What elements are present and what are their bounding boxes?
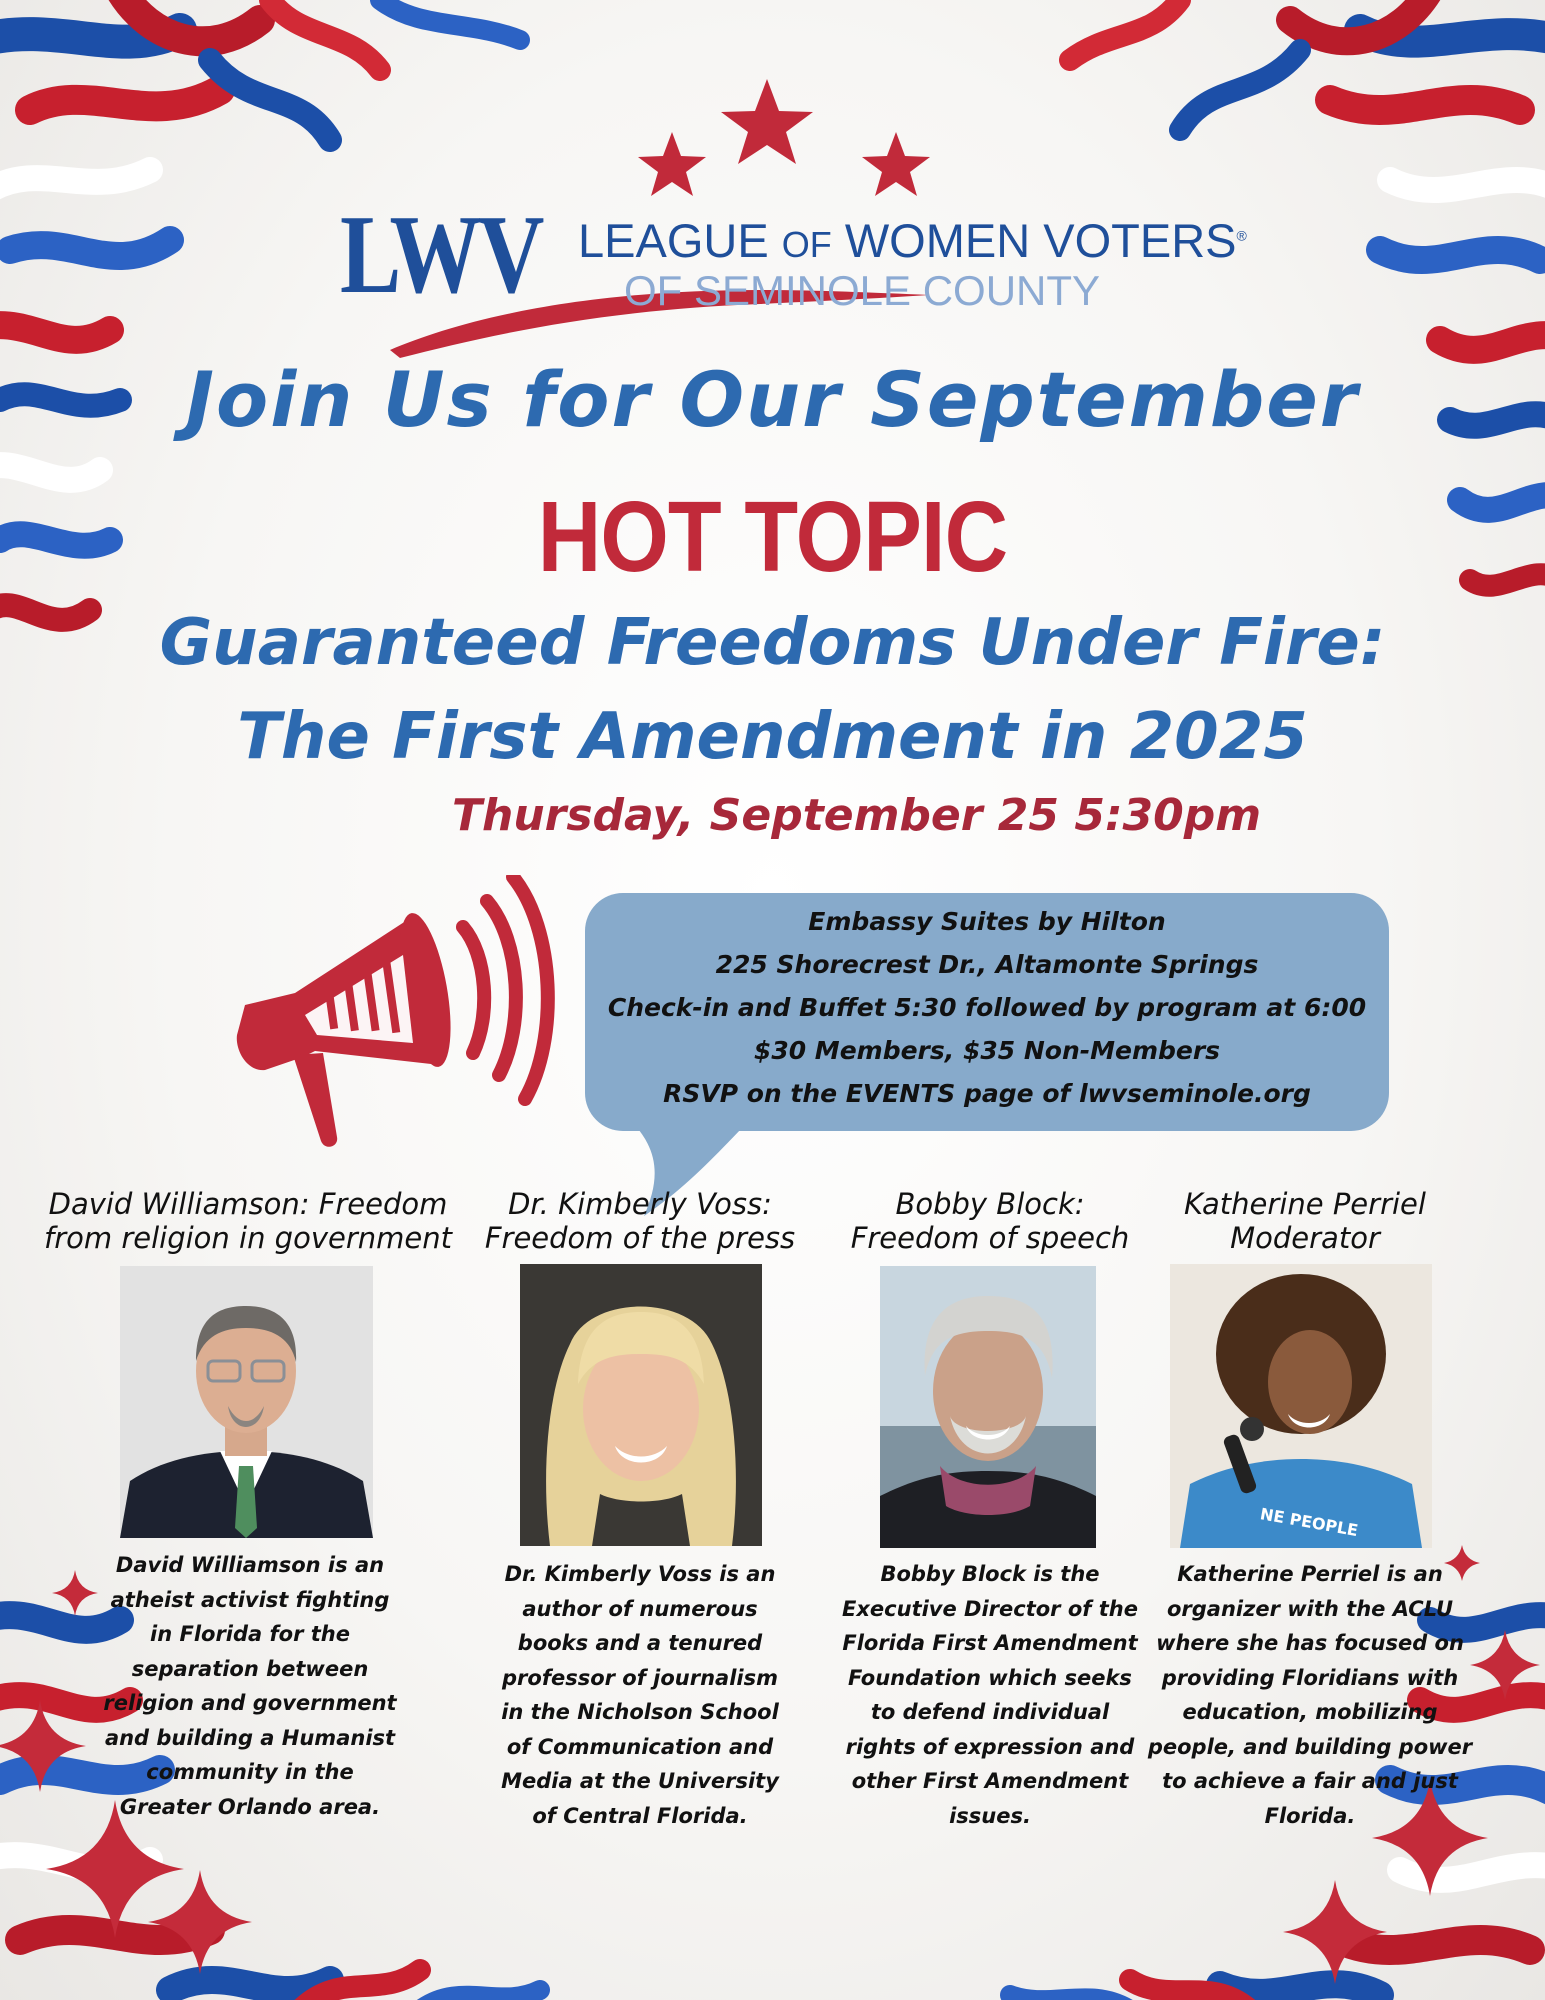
hot-topic-heading: HOT TOPIC xyxy=(537,481,1008,593)
event-date: Thursday, September 25 5:30pm xyxy=(452,790,1262,841)
pricing: $30 Members, $35 Non-Members xyxy=(753,1036,1221,1065)
svg-text:NE PEOPLE: NE PEOPLE xyxy=(1258,1504,1360,1541)
star-icon xyxy=(721,79,813,164)
logo-chapter: OF SEMINOLE COUNTY xyxy=(624,267,1101,314)
logo-org-name: LEAGUE OF WOMEN VOTERS® xyxy=(578,214,1247,267)
speaker-4-title: Katherine Perriel Moderator xyxy=(1184,1187,1426,1255)
star-icon xyxy=(638,132,706,196)
star-icon xyxy=(862,132,930,196)
logo-mark: LWV xyxy=(340,193,542,317)
speaker-2-photo xyxy=(520,1264,762,1546)
invitation-heading: Join Us for Our September xyxy=(185,355,1360,444)
venue-name: Embassy Suites by Hilton xyxy=(808,907,1166,936)
venue-address: 225 Shorecrest Dr., Altamonte Springs xyxy=(715,950,1259,979)
megaphone-icon xyxy=(225,875,555,1165)
stars-decoration xyxy=(620,75,950,205)
speaker-1-title: David Williamson: Freedom from religion in government xyxy=(44,1187,452,1255)
speaker-3-title: Bobby Block: Freedom of speech xyxy=(850,1187,1130,1255)
event-details xyxy=(585,900,1389,1115)
rsvp-info: RSVP on the EVENTS page of lwvseminole.org xyxy=(663,1079,1311,1108)
event-title-line-2: The First Amendment in 2025 xyxy=(237,700,1308,774)
speaker-2-title: Dr. Kimberly Voss: Freedom of the press xyxy=(484,1187,796,1255)
speaker-2-bio: Dr. Kimberly Voss is an author of numerous books and a tenured professor of journalism in the Nicholson School of Communication and Media at the University of Central Florida. xyxy=(501,1562,779,1828)
speaker-1-bio: David Williamson is an atheist activist fighting in Florida for the separation between religion and government and building a Humanist community in the Greater Orlando area. xyxy=(103,1553,397,1819)
event-title-line-1: Guaranteed Freedoms Under Fire: xyxy=(159,606,1386,680)
schedule: Check-in and Buffet 5:30 followed by program at 6:00 xyxy=(607,993,1367,1022)
speaker-3-bio: Bobby Block is the Executive Director of the Florida First Amendment Foundation which seeks to defend individual rights of expression and other First Amendment issues. xyxy=(842,1562,1138,1828)
speaker-4-bio: Katherine Perriel is an organizer with the ACLU where she has focused on providing Floridians with education, mobilizing people, and building power to achieve a fair and just Florida. xyxy=(1147,1562,1473,1828)
lwv-logo xyxy=(340,193,1247,355)
speaker-4-photo xyxy=(1170,1264,1432,1548)
speaker-3-photo xyxy=(880,1266,1096,1548)
speaker-1-photo xyxy=(120,1266,373,1538)
